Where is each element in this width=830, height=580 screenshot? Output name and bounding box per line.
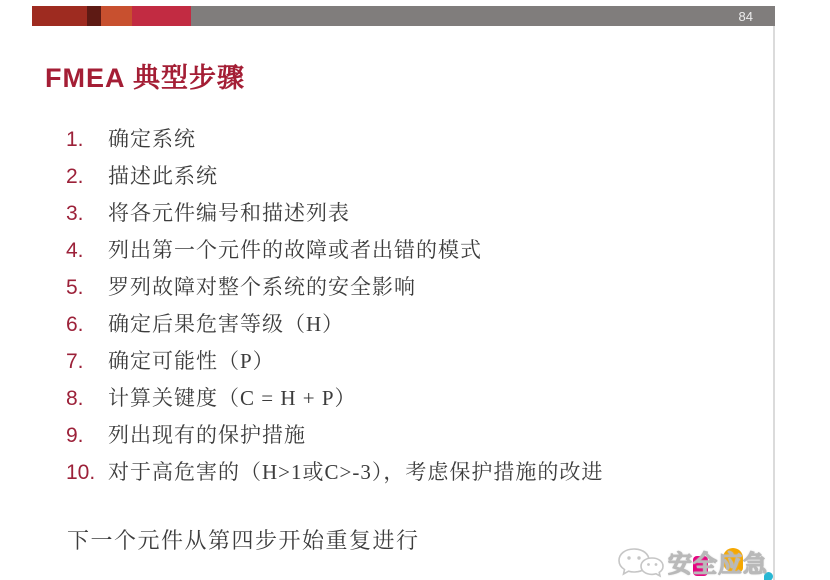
watermark-text-wrap [668, 544, 776, 580]
step-text: 将各元件编号和描述列表 [108, 201, 350, 225]
accent-segment-orange [101, 6, 132, 26]
step-item-4 [66, 232, 756, 269]
top-accent-bar [0, 6, 775, 26]
step-text: 确定后果危害等级（H） [108, 312, 345, 336]
step-text: 确定可能性（P） [108, 349, 275, 373]
right-divider-line [773, 26, 775, 580]
step-item-6 [66, 306, 756, 343]
accent-segment-dark-red [32, 6, 87, 26]
step-item-3 [66, 195, 756, 232]
accent-segment-crimson [132, 6, 191, 26]
step-number: 10. [66, 461, 96, 484]
step-number: 6. [66, 313, 84, 336]
step-number: 2. [66, 165, 84, 188]
step-text: 对于高危害的（H>1或C>-3），考虑保护措施的改进 [108, 460, 604, 484]
accent-segment-maroon [87, 6, 101, 26]
step-number: 3. [66, 202, 84, 225]
step-number: 8. [66, 387, 84, 410]
step-number: 4. [66, 239, 84, 262]
watermark-logo [616, 544, 776, 580]
step-text: 计算关键度（C = H + P） [108, 386, 357, 410]
step-number: 1. [66, 128, 84, 151]
header-gray-bar [191, 6, 775, 26]
step-item-2 [66, 158, 756, 195]
step-text: 列出现有的保护措施 [108, 423, 306, 447]
step-item-9 [66, 417, 756, 454]
accent-bar-left-gap [0, 6, 32, 26]
step-text: 罗列故障对整个系统的安全影响 [108, 275, 416, 299]
slide-title: FMEA 典型步骤 [45, 63, 245, 93]
step-number: 9. [66, 424, 84, 447]
step-item-8 [66, 380, 756, 417]
step-text: 描述此系统 [108, 164, 218, 188]
step-number: 5. [66, 276, 84, 299]
step-item-5 [66, 269, 756, 306]
step-item-7 [66, 343, 756, 380]
step-text: 确定系统 [108, 127, 196, 151]
page-number: 84 [738, 8, 753, 24]
step-text: 列出第一个元件的故障或者出错的模式 [108, 238, 482, 262]
steps-list [66, 121, 756, 491]
step-item-1 [66, 121, 756, 158]
watermark-text: 安全应急 [668, 551, 768, 578]
step-number: 7. [66, 350, 84, 373]
wechat-icon [616, 546, 666, 580]
footer-note: 下一个元件从第四步开始重复进行 [67, 528, 420, 553]
step-item-10 [66, 454, 756, 491]
